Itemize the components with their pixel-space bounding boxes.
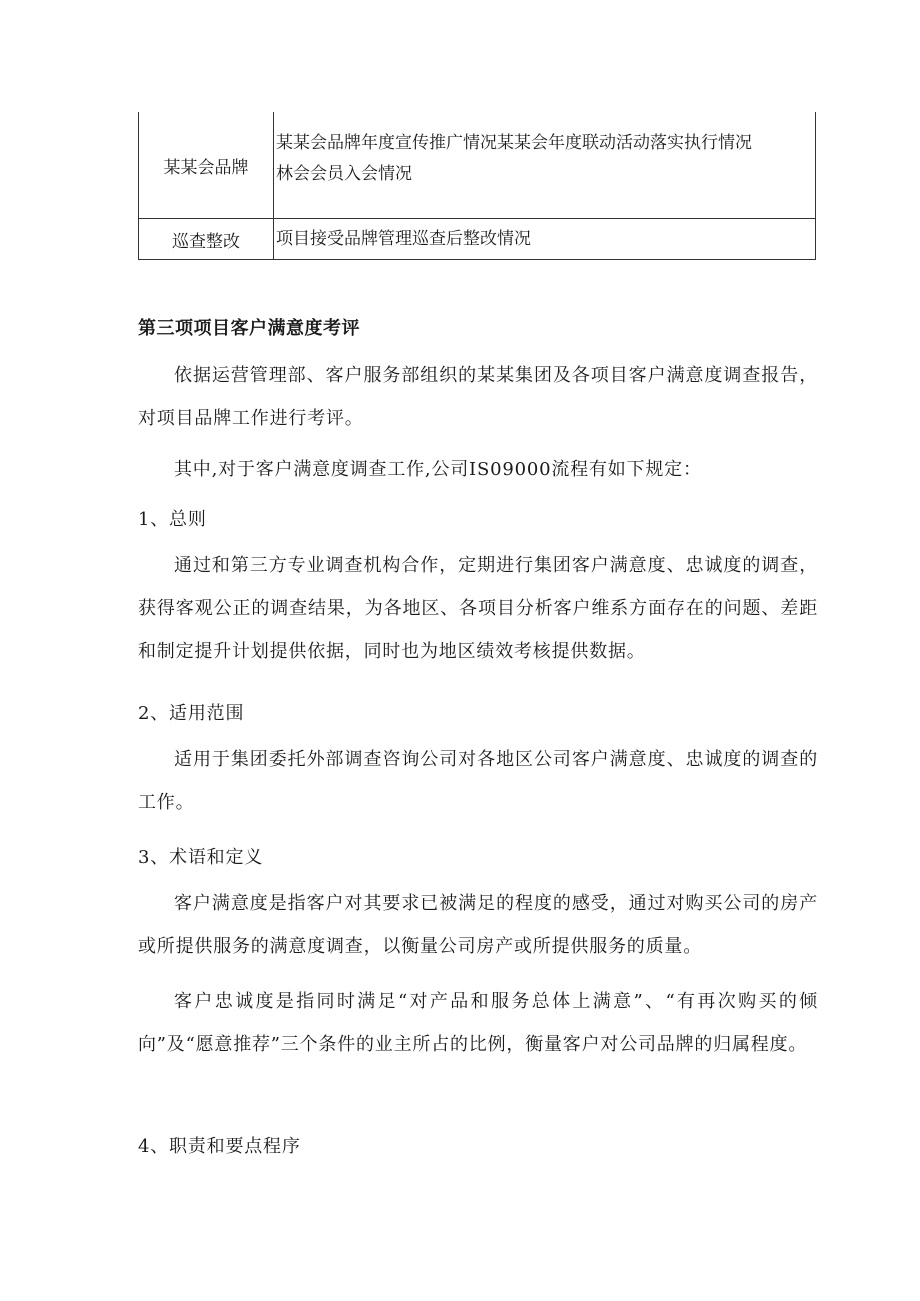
paragraph: 客户忠诚度是指同时满足“对产品和服务总体上满意”、“有再次购买的倾向”及“愿意推荐”三个条件的业主所占的比例，衡量客户对公司品牌的归属程度。 — [138, 991, 818, 1055]
paragraph: 适用于集团委托外部调查咨询公司对各地区公司客户满意度、忠诚度的调查的工作。 — [138, 749, 818, 813]
section-heading: 第三项项目客户满意度考评 — [138, 318, 360, 339]
section-title: 3、术语和定义 — [138, 847, 264, 868]
table-row — [139, 112, 816, 219]
paragraph: 依据运营管理部、客户服务部组织的某某集团及各项目客户满意度调查报告，对项目品牌工作进行考评。 — [138, 365, 818, 429]
section-title: 1、总则 — [138, 509, 207, 530]
paragraph: 通过和第三方专业调查机构合作，定期进行集团客户满意度、忠诚度的调查，获得客观公正的调查结果，为各地区、各项目分析客户维系方面存在的问题、差距和制定提升计划提供依据，同时也为地区绩效考核提供数据。 — [138, 555, 818, 662]
table-cell-category: 巡查整改 — [139, 219, 274, 260]
brand-evaluation-table — [138, 112, 816, 260]
paragraph: 客户满意度是指客户对其要求已被满足的程度的感受，通过对购买公司的房产或所提供服务的满意度调查，以衡量公司房产或所提供服务的质量。 — [138, 893, 818, 957]
section-title: 2、适用范围 — [138, 703, 245, 724]
section-title: 4、职责和要点程序 — [138, 1136, 301, 1157]
table-cell-category: 某某会品牌 — [139, 112, 274, 219]
paragraph: 其中,对于客户满意度调查工作,公司IS09000流程有如下规定： — [174, 459, 702, 480]
table-row — [139, 219, 816, 260]
description-line: 项目接受品牌管理巡查后整改情况 — [276, 228, 531, 249]
description-line: 林会会员入会情况 — [276, 164, 412, 184]
description-line: 某某会品牌年度宣传推广情况某某会年度联动活动落实执行情况 — [276, 133, 752, 153]
table-cell-description — [274, 219, 816, 260]
table-cell-description — [274, 112, 816, 219]
